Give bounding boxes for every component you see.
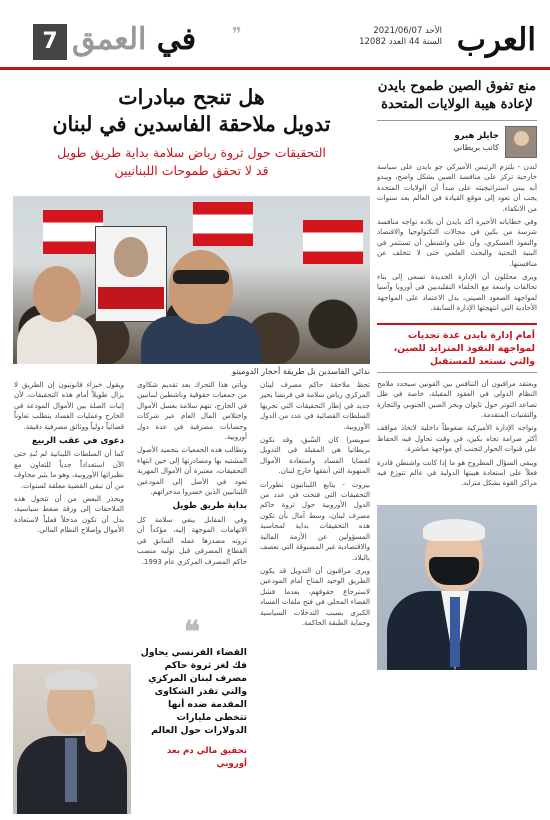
- right-pull-quote: أمام إدارة بايدن عدة تحديات لمواجهة النفوذ المتزايد للصين، والتي تستعد للمستقبل: [377, 323, 537, 373]
- page-number: 7: [33, 24, 67, 60]
- issue-line: السنة 44 العدد 12082: [359, 37, 442, 47]
- paragraph: ويحذر البعض من أن تتحول هذه الملاحقات إلى ورقة ضغط سياسية، بدل أن تكون مدخلاً فعلياً لاستعادة الأموال وإصلاح النظام المالي.: [14, 494, 124, 535]
- paragraph: سويسرا كان السّبق، وقد تكون بريطانيا هي المقبلة في التدويل لقضايا الفساد واستعادة الأموال المنهوبة التي أنفقها خارج لبنان.: [260, 435, 370, 476]
- paragraph: ويعتقد مراقبون أن التنافس بين القوتين سيحدد ملامح النظام الدولي في العقود المقبلة، خاصة في ظل تصاعد التوتر حول تايوان وبحر الصين الجنوبي والتجارة والتقنيات المتقدمة.: [377, 378, 537, 419]
- author-photo: [505, 126, 537, 158]
- author-role: كاتب بريطاني: [453, 143, 499, 152]
- paragraph: ويرى محللون أن الإدارة الجديدة تسعى إلى بناء تحالفات واسعة مع الحلفاء التقليديين في أوروبا وآسيا لمواجهة الصعود الصيني، بدل الاعتماد على المواجهة الأحادية التي انتهجتها الإدارة السابقة.: [377, 272, 537, 313]
- date-block: [359, 26, 442, 48]
- date-line: الأحد 2021/06/07: [373, 26, 442, 36]
- paragraph: ويبقى السؤال المطروح هو ما إذا كانت واشنطن قادرة فعلاً على استعادة هيبتها الدولية في عالم تتوزع فيه مراكز القوة بشكل متزايد.: [377, 457, 537, 488]
- subheading: بداية طريق طويل: [172, 501, 247, 512]
- author-name: جايلز هيرو: [454, 131, 499, 141]
- subheading: تحقيق مالي دم بعد أوروبي: [166, 746, 247, 769]
- main-headline: [13, 84, 370, 138]
- headline-line-1: هل تنجح مبادرات: [118, 85, 265, 109]
- headline-line-2: تدويل ملاحقة الفاسدين في لبنان: [52, 112, 331, 136]
- divider: [377, 120, 537, 121]
- lebanese-flag: [303, 220, 363, 264]
- main-pull-quote: ❝ القضاء الفرنسي يحاول فك لغز ثروة حاكم مصرف لبنان المركزي والتي تقدر الشكاوى المقدمة ضده أنها تتخطى مليارات الدولارات حول العالم تحقيق مالي دم بعد أوروبي: [137, 620, 247, 774]
- paragraph: ويقول خبراء قانونيون إن الطريق لا يزال طويلاً أمام هذه التحقيقات، لأن إثبات الصلة بين الأموال المودعة في الخارج وعمليات الفساد يتطلب تعاوناً قضائياً دولياً ووثائق مصرفية دقيقة.: [14, 380, 124, 431]
- article-column-1: [260, 380, 370, 814]
- paragraph: كما أن السلطات اللبنانية لم تُبدِ حتى الآن استعداداً جدياً للتعاون مع نظيراتها الأوروبية، وهو ما يثير مخاوف من أن تبقى القضية معلقة لسنوات.: [14, 449, 124, 490]
- right-article: [377, 78, 537, 813]
- biden-photo: [377, 505, 537, 670]
- lebanese-flag: [43, 210, 103, 254]
- paragraph: وتطالب هذه الجمعيات بتجميد الأصول المشتبه بها ومصادرتها إلى حين انتهاء التحقيقات، معتبرة أن الأموال المهربة تعود في الأصل إلى المودعين اللبنانيين الذين خسروا مدخراتهم.: [137, 445, 247, 497]
- paragraph: ويرى مراقبون أن التدويل قد يكون الطريق الوحيد المتاح أمام المودعين لاسترجاع حقوقهم، بعدما فشل القضاء المحلي في فتح ملفات الفساد الكبرى بسبب التدخلات السياسية وحماية الطبقة الحاكمة.: [260, 565, 370, 627]
- quote-box: [13, 614, 247, 814]
- quote-mark-icon: ❝: [183, 615, 201, 650]
- paragraph: لندن - يلتزم الرئيس الأميركي جو بايدن على سياسة خارجية تركز على منافسة الصين بشكل واضح، ويبدو أنه يبني استراتيجيته على مبدأ أن الولايات المتحدة يجب أن تعود إلى موقع القيادة في العالم بعد سنوات من الانكفاء.: [377, 162, 537, 213]
- subheading: دعوى في عقب الربيع: [31, 436, 124, 447]
- paragraph: ويأتي هذا التحرك بعد تقديم شكاوى من جمعيات حقوقية وناشطين لبنانيين في الخارج، تتهم سلامة بغسل الأموال واختلاس المال العام عبر شركات وحسابات مصرفية في عدة دول أوروبية.: [137, 380, 247, 442]
- paragraph: وفي المقابل ينفي سلامة كل الاتهامات الموجهة إليه، مؤكداً أن ثروته مصدرها عمله السابق في القطاع المصرفي قبل توليه منصب حاكم المصرف المركزي عام 1993.: [137, 514, 247, 566]
- lebanese-flag: [193, 202, 253, 246]
- right-body-1: [377, 162, 537, 317]
- riad-salameh-photo: [13, 664, 131, 814]
- main-subheadline: [13, 144, 370, 180]
- author-byline: [377, 126, 537, 158]
- section-word: في: [156, 22, 197, 57]
- main-article: [13, 74, 370, 814]
- newspaper-logo: العرب: [456, 22, 536, 58]
- paragraph: بيروت - يتابع اللبنانيون تطورات التحقيقات التي فتحت في عدد من الدول الأوروبية حول ثروة حاكم مصرف لبنان، وسط آمال بأن تكون هذه التحقيقات بداية لمحاسبة المسؤولين عن الأزمة المالية والاقتصادية غير المسبوقة التي تعصف بالبلاد.: [260, 479, 370, 562]
- page-header: [0, 0, 550, 70]
- paragraph: وتواجه الإدارة الأميركية ضغوطاً داخلية لاتخاذ مواقف أكثر صرامة تجاه بكين، في وقت تحاول فيه الحفاظ على قنوات الحوار لتجنب أي مواجهة مباشرة.: [377, 423, 537, 454]
- subhead-line-1: التحقيقات حول ثروة رياض سلامة بداية طريق طويل: [57, 145, 326, 160]
- paragraph: وفي خطاباته الأخيرة أكد بايدن أن بلاده تواجه منافسة شرسة من بكين في مجالات التكنولوجيا والاقتصاد والنفوذ العسكري، وأن على واشنطن أن تستثمر في البنية التحتية والبحث العلمي حتى لا تتخلف عن منافستها.: [377, 217, 537, 268]
- right-body-2: [377, 379, 537, 499]
- article-column-3: [14, 380, 124, 612]
- subhead-line-2: قد لا تحقق طموحات اللبنانيين: [114, 163, 269, 178]
- quote-mark-icon: ❞: [232, 24, 242, 45]
- protest-photo: [13, 196, 370, 364]
- protest-poster: [95, 226, 167, 322]
- section-title: [72, 22, 196, 57]
- article-column-2: [137, 380, 247, 612]
- section-accent: العمق: [72, 22, 147, 57]
- right-headline: منع تفوق الصين طموح بايدن لإعادة هيبة الولايات المتحدة: [377, 79, 537, 112]
- paragraph: تحظ ملاحقة حاكم مصرف لبنان المركزي رياض سلامة في فرنسا بحيز جديد في إطار التحقيقات التي تجريها السلطات القضائية في عدد من الدول الأوروبية.: [260, 380, 370, 431]
- photo-caption: ندائي الفاسدين بل طريقة أحجار الدومينو: [231, 366, 370, 376]
